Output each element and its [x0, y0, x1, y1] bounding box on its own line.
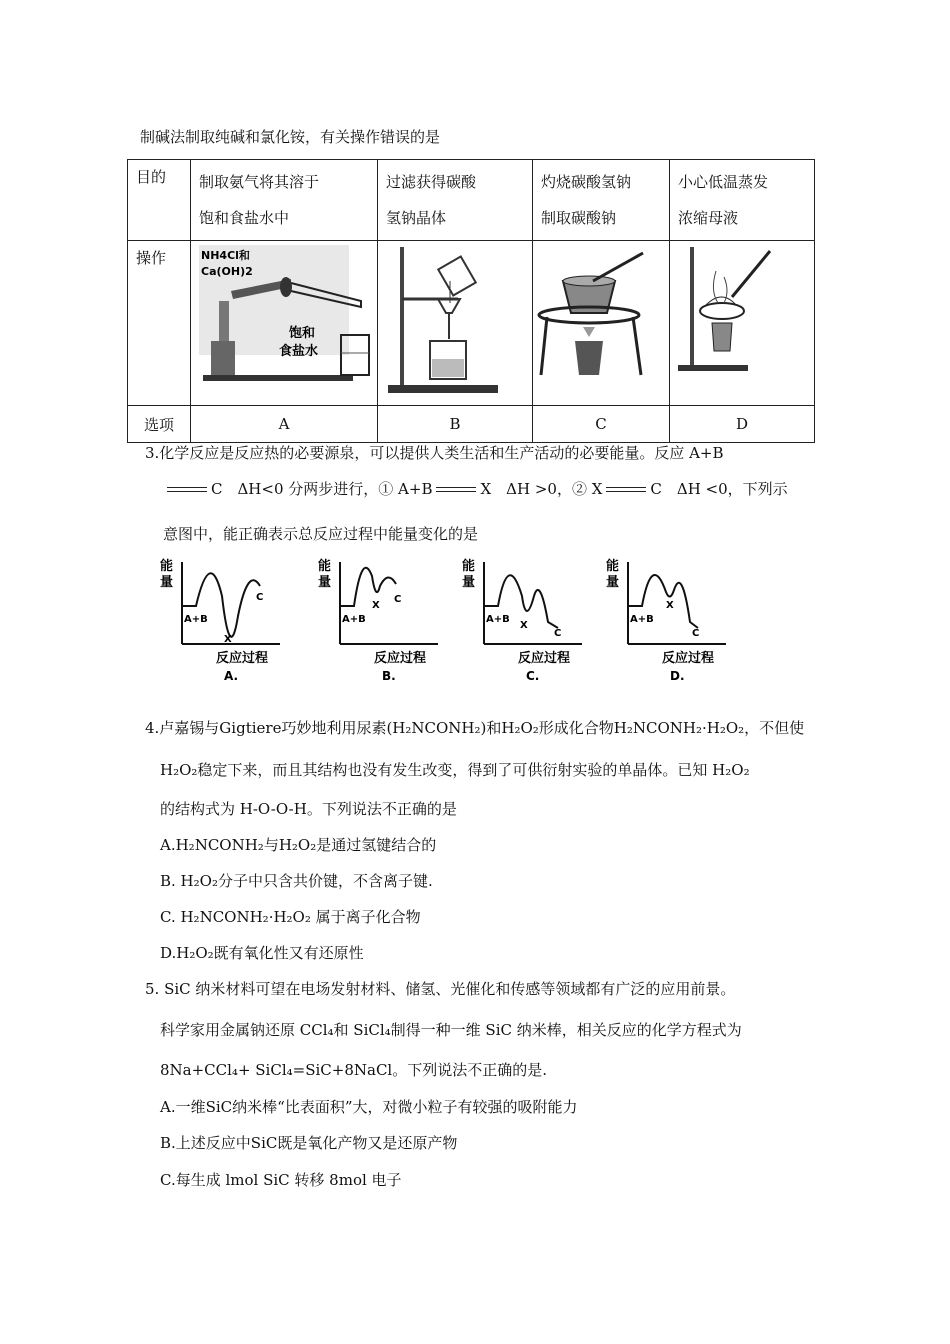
option-a: A: [191, 406, 378, 443]
svg-text:量: 量: [462, 575, 476, 590]
svg-text:C: C: [256, 592, 264, 603]
row-label-option: 选项: [128, 406, 191, 443]
saltwater-label-1: 饱和: [289, 326, 316, 341]
question-intro: 制碱法制取纯碱和氯化铵，有关操作错误的是: [140, 128, 441, 146]
svg-text:能: 能: [318, 559, 332, 574]
svg-text:C: C: [554, 628, 562, 639]
svg-text:C: C: [394, 594, 402, 605]
equilibrium-arrow: [436, 486, 476, 494]
q5-line1: 5. SiC 纳米材料可望在电场发射材料、储氢、光催化和传感等领域都有广泛的应用前景。: [145, 980, 736, 998]
purpose-cell-a: 制取氨气将其溶于 饱和食盐水中: [191, 160, 378, 241]
q4-option-d: D.H₂O₂既有氧化性又有还原性: [160, 944, 364, 962]
svg-text:反应过程: 反应过程: [216, 651, 269, 666]
svg-text:A+B: A+B: [630, 614, 654, 625]
q3-line1: 3.化学反应是反应热的必要源泉，可以提供人类生活和生产活动的必要能量。反应 A+B: [145, 444, 724, 462]
svg-text:能: 能: [462, 559, 476, 574]
q4-line1: 4.卢嘉锡与Gigtiere巧妙地利用尿素(H₂NCONH₂)和H₂O₂形成化合物H₂NCONH₂·H₂O₂，不但使: [145, 719, 805, 737]
svg-text:量: 量: [160, 575, 174, 590]
svg-text:A+B: A+B: [184, 614, 208, 625]
q5-line2: 科学家用金属钠还原 CCl₄和 SiCl₄制得一种一维 SiC 纳米棒，相关反应的化学方程式为: [160, 1021, 742, 1039]
apparatus-d: [670, 241, 815, 406]
svg-text:X: X: [224, 634, 232, 645]
reagent-label-2: Ca(OH)2: [201, 265, 253, 278]
svg-text:A+B: A+B: [342, 614, 366, 625]
ammonia-apparatus-image: [191, 241, 377, 401]
q5-option-c: C.每生成 lmol SiC 转移 8mol 电子: [160, 1171, 402, 1189]
svg-text:反应过程: 反应过程: [374, 651, 427, 666]
calcination-apparatus-image: [533, 241, 669, 401]
apparatus-a: [191, 241, 378, 406]
filtration-apparatus-image: [378, 241, 532, 401]
energy-graph-a: [160, 556, 300, 686]
svg-text:A+B: A+B: [486, 614, 510, 625]
q3-line2: C ΔH<0 分两步进行，① A+B X ΔH >0，② X C ΔH <0，下列示: [163, 478, 788, 499]
svg-text:量: 量: [606, 575, 620, 590]
svg-text:反应过程: 反应过程: [662, 651, 715, 666]
equilibrium-arrow: [606, 486, 646, 494]
svg-text:能: 能: [606, 559, 620, 574]
option-c: C: [533, 406, 670, 443]
svg-text:反应过程: 反应过程: [518, 651, 571, 666]
purpose-cell-d: 小心低温蒸发 浓缩母液: [670, 160, 815, 241]
svg-text:能: 能: [160, 559, 174, 574]
q4-line3: 的结构式为 H-O-O-H。下列说法不正确的是: [160, 800, 457, 818]
q4-option-c: C. H₂NCONH₂·H₂O₂ 属于离子化合物: [160, 908, 421, 926]
svg-text:X: X: [520, 620, 528, 631]
svg-text:D.: D.: [670, 669, 685, 683]
row-label-purpose: 目的: [128, 160, 191, 241]
evaporation-apparatus-image: [670, 241, 814, 401]
row-label-operation: 操作: [128, 241, 191, 406]
equilibrium-arrow: [167, 486, 207, 494]
svg-text:A.: A.: [224, 669, 239, 683]
q5-line3: 8Na+CCl₄+ SiCl₄=SiC+8NaCl。下列说法不正确的是.: [160, 1061, 547, 1079]
apparatus-c: [533, 241, 670, 406]
option-b: B: [378, 406, 533, 443]
svg-text:B.: B.: [382, 669, 396, 683]
operations-table: [127, 159, 815, 443]
saltwater-label-2: 食盐水: [279, 344, 319, 359]
q4-option-a: A.H₂NCONH₂与H₂O₂是通过氢键结合的: [160, 836, 437, 854]
svg-text:C: C: [692, 628, 700, 639]
svg-text:X: X: [666, 600, 674, 611]
purpose-cell-c: 灼烧碳酸氢钠 制取碳酸钠: [533, 160, 670, 241]
option-d: D: [670, 406, 815, 443]
energy-graph-d: [606, 556, 746, 686]
energy-graph-c: [462, 556, 602, 686]
q4-option-b: B. H₂O₂分子中只含共价键，不含离子键.: [160, 872, 433, 890]
reagent-label-1: NH4Cl和: [201, 249, 250, 262]
energy-graph-b: [318, 556, 458, 686]
purpose-cell-b: 过滤获得碳酸 氢钠晶体: [378, 160, 533, 241]
q5-option-a: A.一维SiC纳米棒“比表面积”大，对微小粒子有较强的吸附能力: [160, 1098, 578, 1116]
apparatus-b: [378, 241, 533, 406]
q5-option-b: B.上述反应中SiC既是氧化产物又是还原产物: [160, 1134, 458, 1152]
svg-text:量: 量: [318, 575, 332, 590]
q3-line3: 意图中，能正确表示总反应过程中能量变化的是: [163, 525, 479, 543]
svg-text:C.: C.: [526, 669, 540, 683]
svg-text:X: X: [372, 600, 380, 611]
q4-line2: H₂O₂稳定下来，而且其结构也没有发生改变，得到了可供衍射实验的单晶体。已知 H₂O₂: [160, 761, 750, 779]
